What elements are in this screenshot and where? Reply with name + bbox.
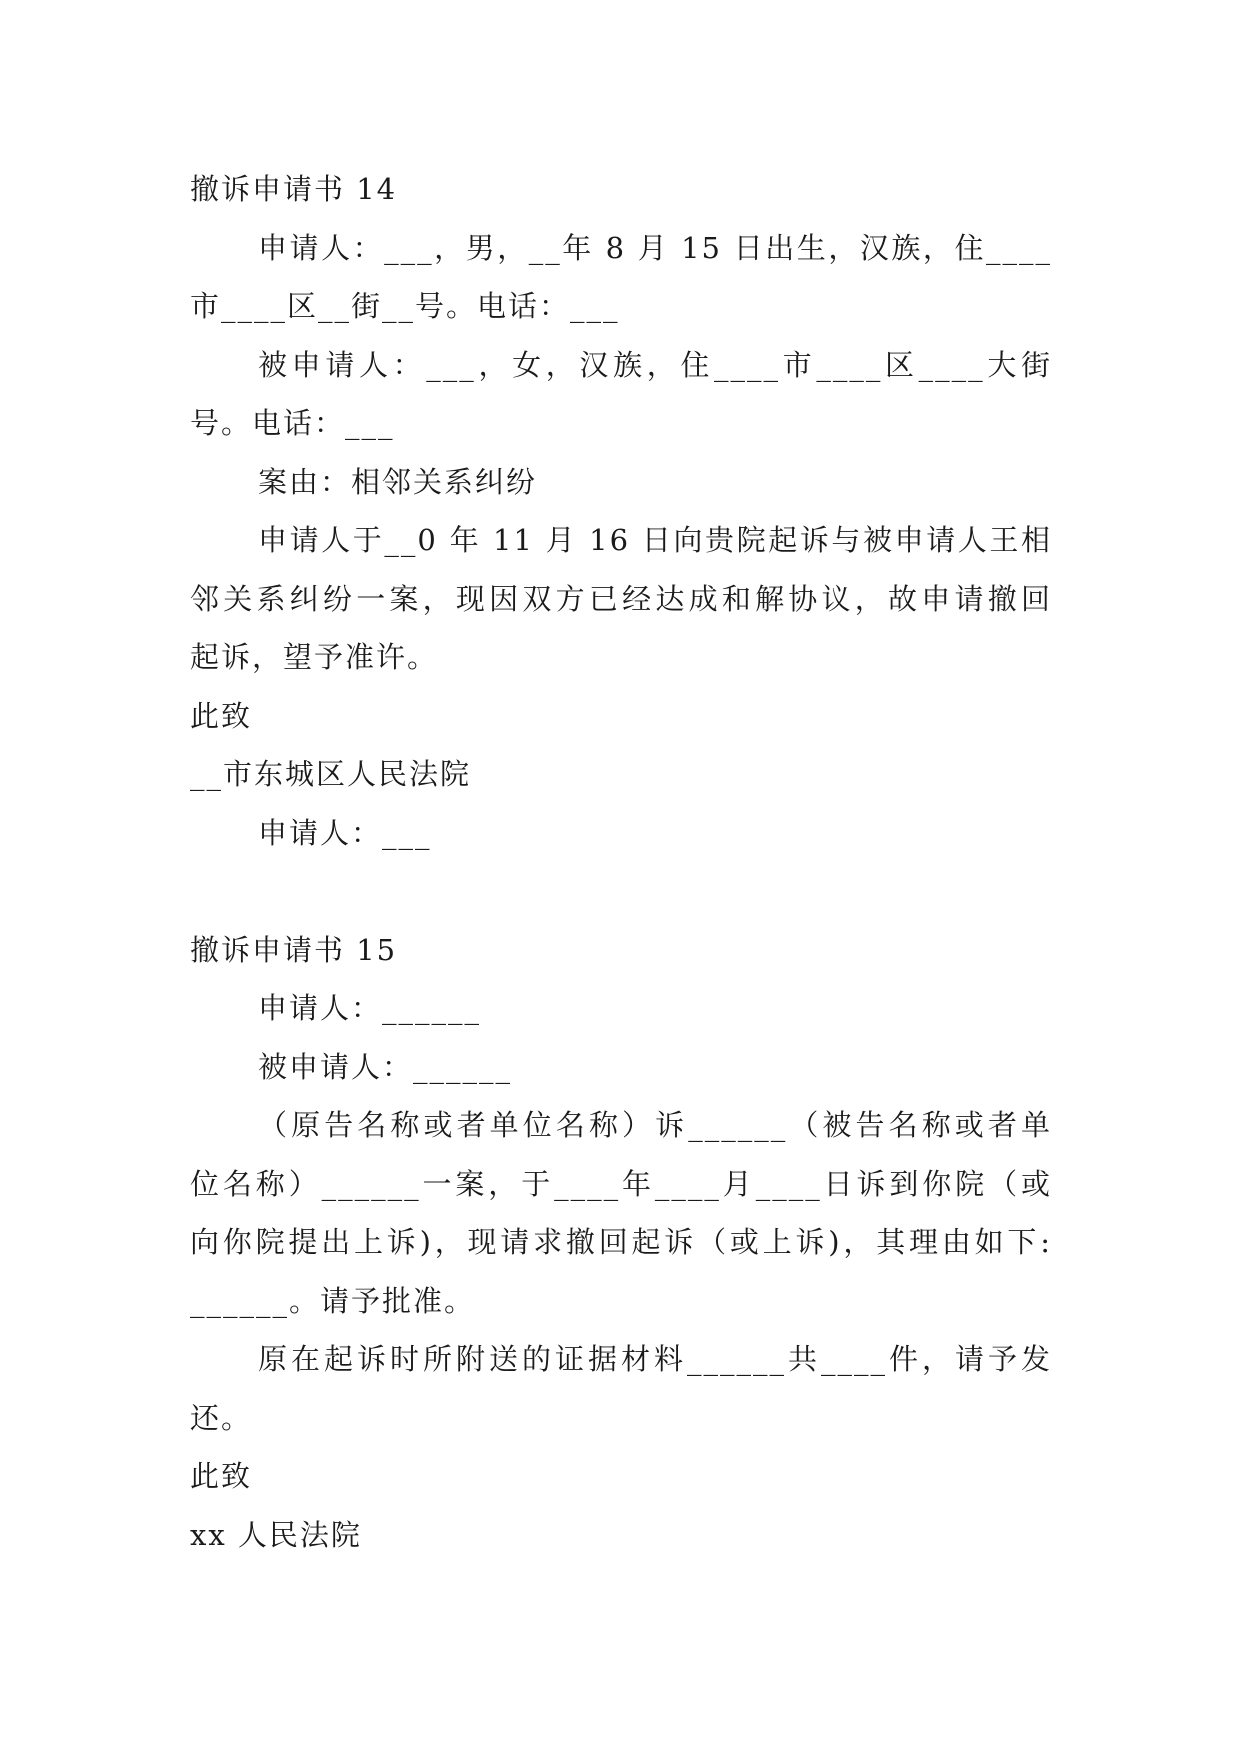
doc15-evidence-line2: 还。 <box>190 1400 253 1435</box>
doc15-court: xx 人民法院 <box>190 1517 362 1552</box>
doc15-evidence-line1: 原在起诉时所附送的证据材料______共____件，请予发 <box>258 1342 1052 1376</box>
doc14-salutation: 此致 <box>190 698 253 733</box>
doc14-court: __市东城区人民法院 <box>190 757 472 791</box>
doc14-applicant-line1: 申请人：___，男，__年 8 月 15 日出生，汉族，住____ <box>258 230 1052 265</box>
doc15-body-line4: ______。请予批准。 <box>190 1283 476 1318</box>
doc14-body-line2: 邻关系纠纷一案，现因双方已经达成和解协议，故申请撤回 <box>190 581 1052 616</box>
doc14-respondent-line2: 号。电话：___ <box>190 406 395 440</box>
doc15-applicant: 申请人：______ <box>258 991 482 1025</box>
doc14-signature: 申请人：___ <box>258 815 432 850</box>
doc14-body-line1: 申请人于__0 年 11 月 16 日向贵院起诉与被申请人王相 <box>258 523 1052 557</box>
doc14-respondent-line1: 被申请人：___，女，汉族，住____市____区____大街 <box>258 347 1052 382</box>
doc15-respondent: 被申请人：______ <box>258 1049 513 1084</box>
doc15-title: 撤诉申请书 15 <box>190 932 398 967</box>
doc15-body-line2: 位名称）______一案，于____年____月____日诉到你院（或 <box>190 1166 1052 1201</box>
doc14-cause: 案由：相邻关系纠纷 <box>258 464 538 499</box>
doc14-body-line3: 起诉，望予准许。 <box>190 640 439 674</box>
doc14-applicant-line2: 市____区__街__号。电话：___ <box>190 289 620 323</box>
doc15-salutation: 此致 <box>190 1459 253 1493</box>
document-page <box>190 160 1052 1564</box>
doc15-body-line1: （原告名称或者单位名称）诉______（被告名称或者单 <box>258 1108 1052 1142</box>
doc14-title: 撤诉申请书 14 <box>190 172 398 206</box>
section-gap <box>190 862 1052 921</box>
doc15-body-line3: 向你院提出上诉)，现请求撤回起诉（或上诉)，其理由如下: <box>190 1225 1052 1259</box>
